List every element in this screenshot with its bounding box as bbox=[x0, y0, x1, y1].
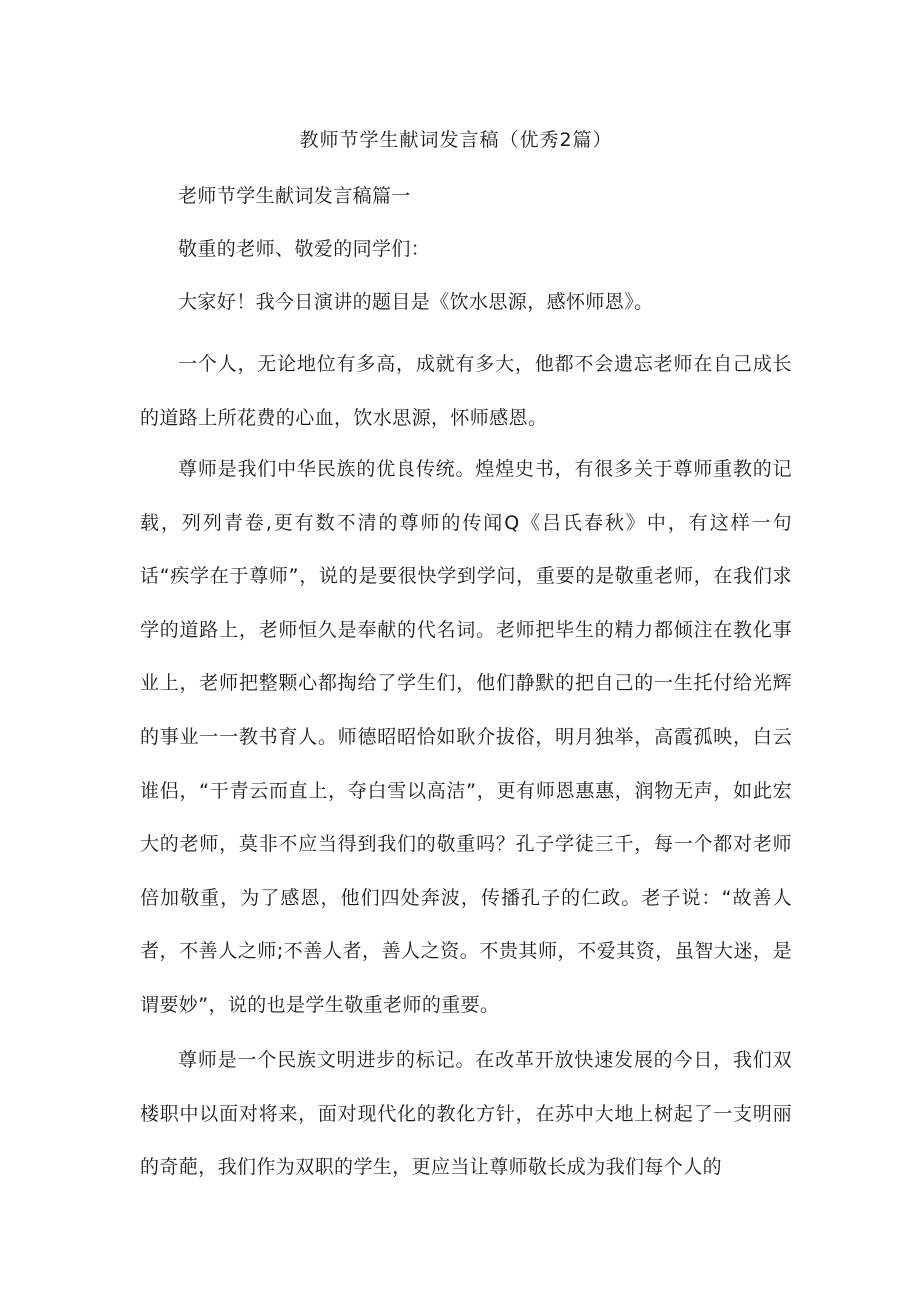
greeting-line: 敬重的老师、敬爱的同学们： bbox=[178, 238, 431, 260]
paragraph: 一个人，无论地位有多高，成就有多大，他都不会遗忘老师在自己成长的道路上所花费的心血，饮水思源，怀师感恩。 bbox=[140, 353, 792, 429]
paragraph: 尊师是一个民族文明进步的标记。在改革开放快速发展的今日，我们双楼职中以面对将来，面对现代化的教化方针，在苏中大地上树起了一支明丽的奇葩，我们作为双职的学生，更应当让尊师敬长成为我们每个人的 bbox=[140, 1049, 792, 1179]
document-title: 教师节学生献词发言稿（优秀2篇） bbox=[299, 129, 613, 151]
opening-line: 大家好！我今日演讲的题目是《饮水思源，感怀师恩》。 bbox=[178, 291, 654, 313]
paragraph: 尊师是我们中华民族的优良传统。煌煌史书，有很多关于尊师重教的记载，列列青卷,更有数不清的尊师的传闻Q《吕氏春秋》中，有这样一句话“疾学在于尊师”，说的是要很快学到学问，重要的是敬重老师，在我们求学的道路上，老师恒久是奉献的代名词。老师把毕生的精力都倾注在教化事业上，老师把整颗心都掏给了学生们，他们静默的把自己的一生托付给光辉的事业一一教书育人。师德昭昭恰如耿介拔俗，明月独举，高霞孤映，白云谁侣，“干青云而直上，夺白雪以高洁”，更有师恩惠惠，润物无声，如此宏大的老师，莫非不应当得到我们的敬重吗？孔子学徒三千，每一个都对老师倍加敬重，为了感恩，他们四处奔波，传播孔子的仁政。老子说：“故善人者，不善人之师;不善人者，善人之资。不贵其师，不爱其资，虽智大迷，是谓要妙”，说的也是学生敬重老师的重要。 bbox=[140, 458, 792, 1016]
section-heading: 老师节学生献词发言稿篇一 bbox=[178, 185, 411, 207]
